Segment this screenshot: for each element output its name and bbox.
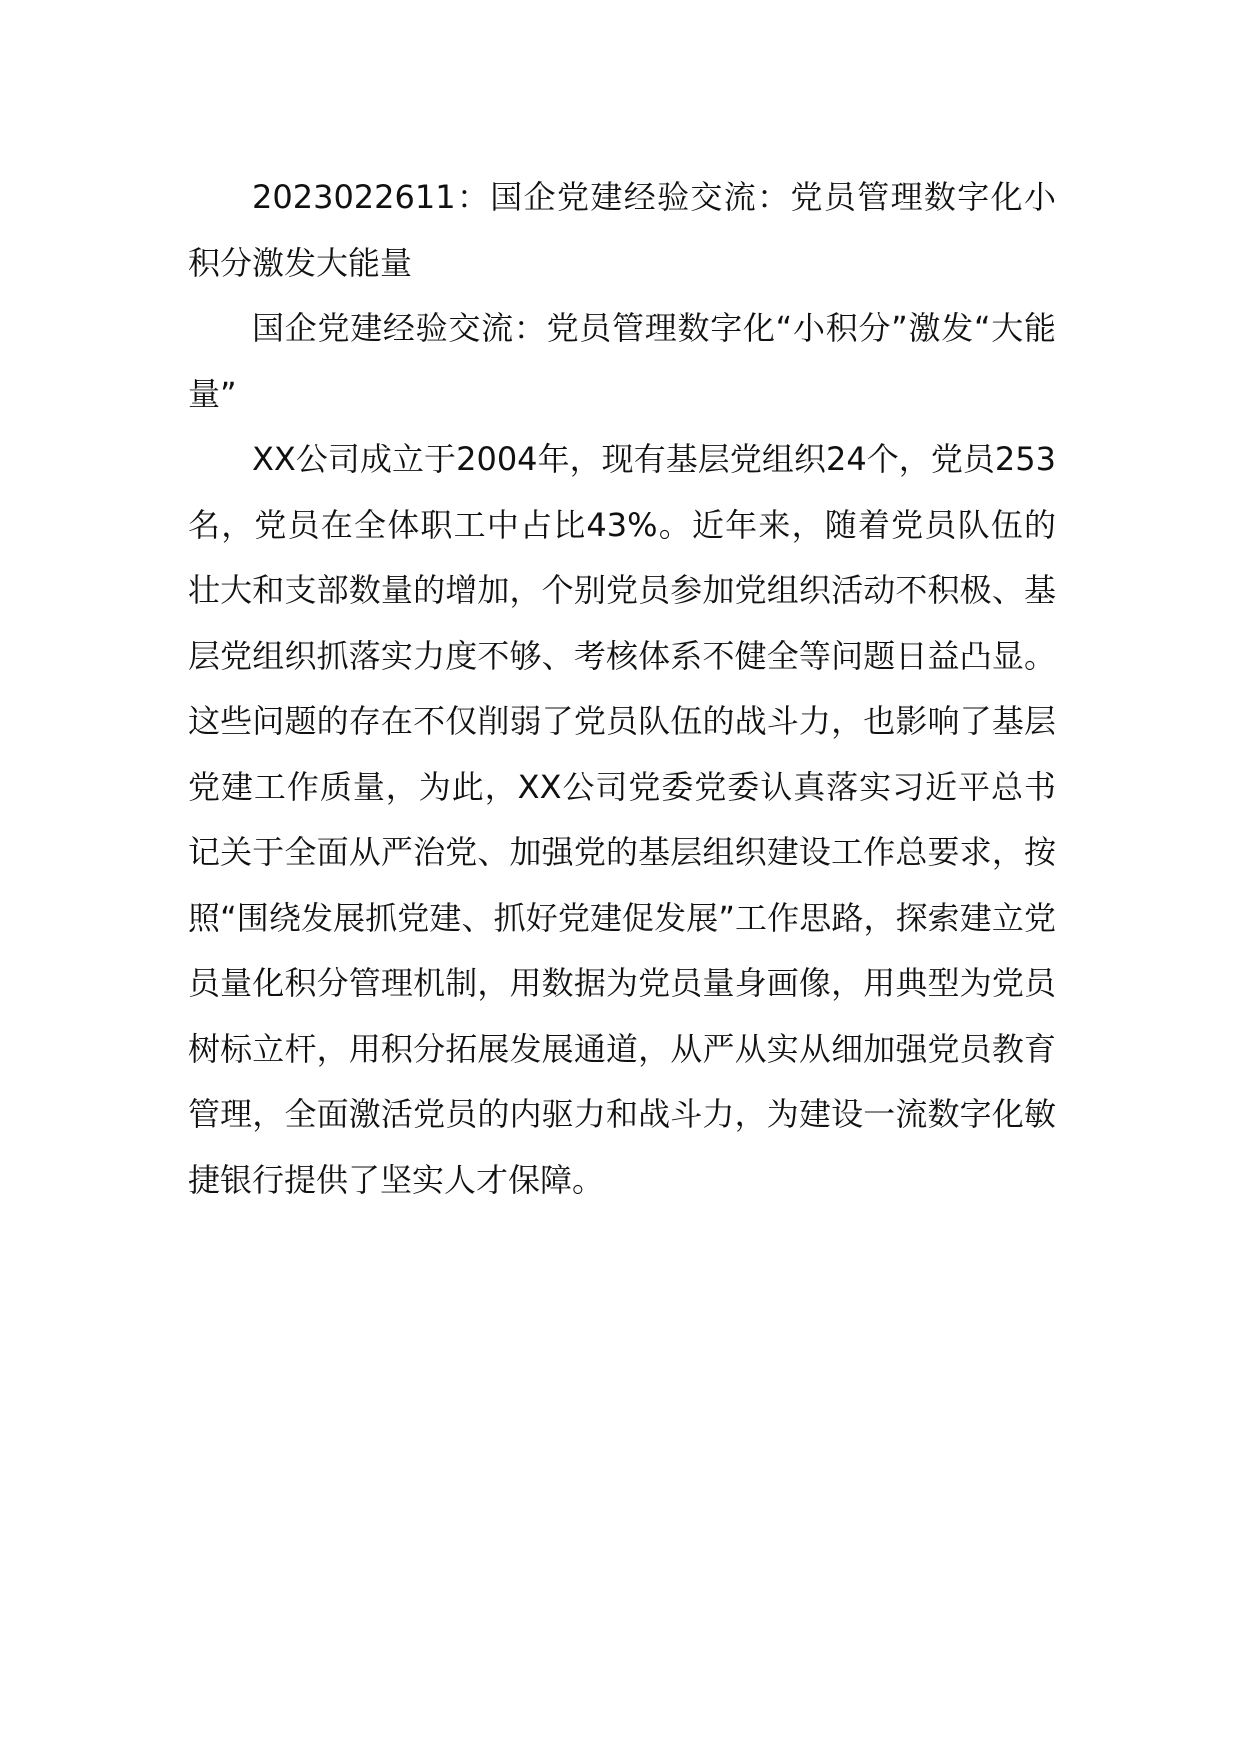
document-body [188,165,1056,1213]
document-heading-line: 2023022611：国企党建经验交流：党员管理数字化小积分激发大能量 [188,178,1056,282]
document-title: 国企党建经验交流：党员管理数字化“小积分”激发“大能量” [188,309,1056,413]
body-paragraph: XX公司成立于2004年，现有基层党组织24个，党员253名，党员在全体职工中占比43%。近年来，随着党员队伍的壮大和支部数量的增加，个别党员参加党组织活动不积极、基层党组织抓落实力度不够、考核体系不健全等问题日益凸显。这些问题的存在不仅削弱了党员队伍的战斗力，也影响了基层党建工作质量，为此，XX公司党委党委认真落实习近平总书记关于全面从严治党、加强党的基层组织建设工作总要求，按照“围绕发展抓党建、抓好党建促发展”工作思路，探索建立党员量化积分管理机制，用数据为党员量身画像，用典型为党员树标立杆，用积分拓展发展通道，从严从实从细加强党员教育管理，全面激活党员的内驱力和战斗力，为建设一流数字化敏捷银行提供了坚实人才保障。 [188,440,1056,1199]
